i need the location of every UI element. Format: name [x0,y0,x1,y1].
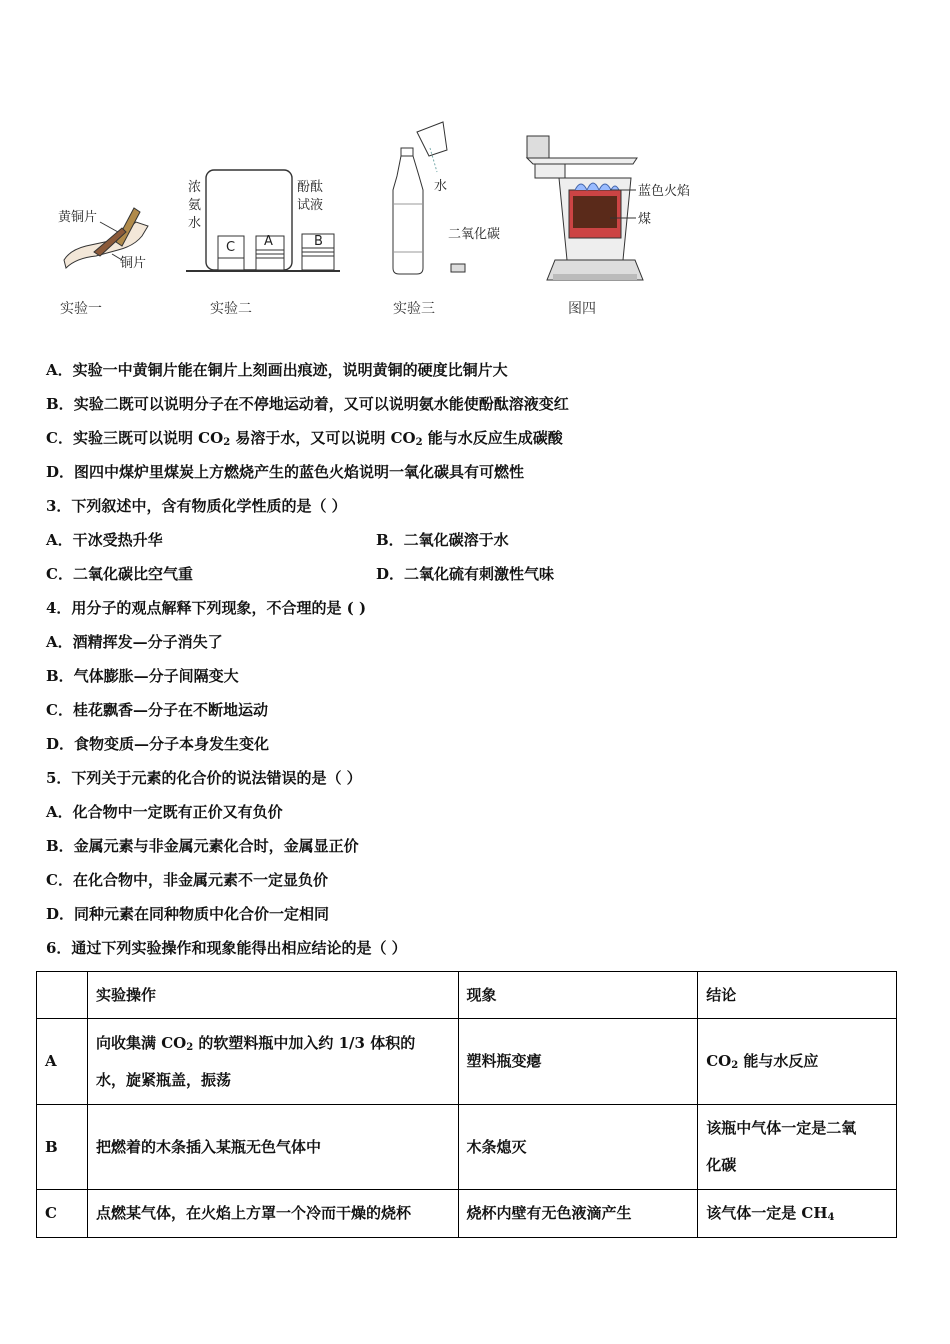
caption-experiment-3: 实验三 [393,301,435,317]
label-ammonia-2: 氨 [188,198,202,213]
beaker-c-label: C [226,240,236,255]
header-cell [37,972,88,1019]
q4-stem: 4．用分子的观点解释下列现象，不合理的是 ( ) [46,599,367,617]
q2-option-c: C．实验三既可以说明 $CO_2$ 易溶于水，又可以说明 $CO_2$ 能与水反应生成碳酸 [46,429,563,448]
row-conclusion: 该气体一定是 $CH_4$ [698,1190,897,1238]
row-phenomenon: 烧杯内壁有无色液滴产生 [458,1190,698,1238]
q5-option-a: A．化合物中一定既有正价又有负价 [46,803,283,821]
q3-option-a: A．干冰受热升华 [46,531,163,549]
q3-option-b: B．二氧化碳溶于水 [376,531,509,549]
label-ammonia-3: 水 [188,216,202,231]
label-coal: 煤 [638,212,652,227]
caption-experiment-1: 实验一 [60,301,102,317]
label-phenolphthalein-1: 酚酞 [297,180,324,195]
header-cell: 现象 [458,972,698,1019]
table-header-row [37,972,897,1019]
q3-stem: 3．下列叙述中，含有物质化学性质的是（ ） [46,497,347,515]
q4-option-b: B．气体膨胀—分子间隔变大 [46,667,239,685]
beaker-b-label: B [314,234,323,249]
caption-figure-4: 图四 [568,301,596,317]
row-operation: 点燃某气体，在火焰上方罩一个冷而干燥的烧杯 [87,1190,458,1238]
row-conclusion: 该瓶中气体一定是二氧 化碳 [698,1105,897,1190]
row-phenomenon: 木条熄灭 [458,1105,698,1190]
table-row [37,1105,897,1190]
q5-stem: 5．下列关于元素的化合价的说法错误的是（ ） [46,769,362,787]
label-phenolphthalein-2: 试液 [297,198,324,213]
q4-option-d: D．食物变质—分子本身发生变化 [46,735,270,753]
table-row [37,1019,897,1105]
row-key: B [37,1105,88,1190]
table-row [37,1190,897,1238]
q5-option-c: C．在化合物中，非金属元素不一定显负价 [46,871,328,889]
beaker-a-label: A [264,234,273,249]
header-cell: 结论 [698,972,897,1019]
q3-option-c: C．二氧化碳比空气重 [46,565,193,583]
row-operation: 向收集满 $CO_2$ 的软塑料瓶中加入约 1/3 体积的 水，旋紧瓶盖，振荡 [87,1019,458,1105]
q6-stem: 6．通过下列实验操作和现象能得出相应结论的是（ ） [46,939,407,957]
row-operation: 把燃着的木条插入某瓶无色气体中 [87,1105,458,1190]
q2-option-a: A．实验一中黄铜片能在铜片上刻画出痕迹，说明黄铜的硬度比铜片大 [46,361,508,379]
label-blue-flame: 蓝色火焰 [638,184,691,199]
label-ammonia-1: 浓 [188,180,202,195]
q2-option-d: D．图四中煤炉里煤炭上方燃烧产生的蓝色火焰说明一氧化碳具有可燃性 [46,463,525,481]
q5-option-d: D．同种元素在同种物质中化合价一定相同 [46,905,330,923]
q5-option-b: B．金属元素与非金属元素化合时，金属显正价 [46,837,359,855]
row-key: A [37,1019,88,1105]
row-phenomenon: 塑料瓶变瘪 [458,1019,698,1105]
header-cell: 实验操作 [87,972,458,1019]
label-brass: 黄铜片 [58,210,98,225]
row-conclusion: $CO_2$ 能与水反应 [698,1019,897,1105]
label-water: 水 [434,179,448,194]
label-copper: 铜片 [120,256,147,271]
row-key: C [37,1190,88,1238]
q3-option-d: D．二氧化硫有刺激性气味 [376,565,555,583]
q4-option-c: C．桂花飘香—分子在不断地运动 [46,701,268,719]
q2-option-b: B．实验二既可以说明分子在不停地运动着，又可以说明氨水能使酚酞溶液变红 [46,395,569,413]
q4-option-a: A．酒精挥发—分子消失了 [46,633,223,651]
label-carbon-dioxide: 二氧化碳 [448,227,501,242]
caption-experiment-2: 实验二 [210,301,252,317]
q6-table [36,971,897,1238]
